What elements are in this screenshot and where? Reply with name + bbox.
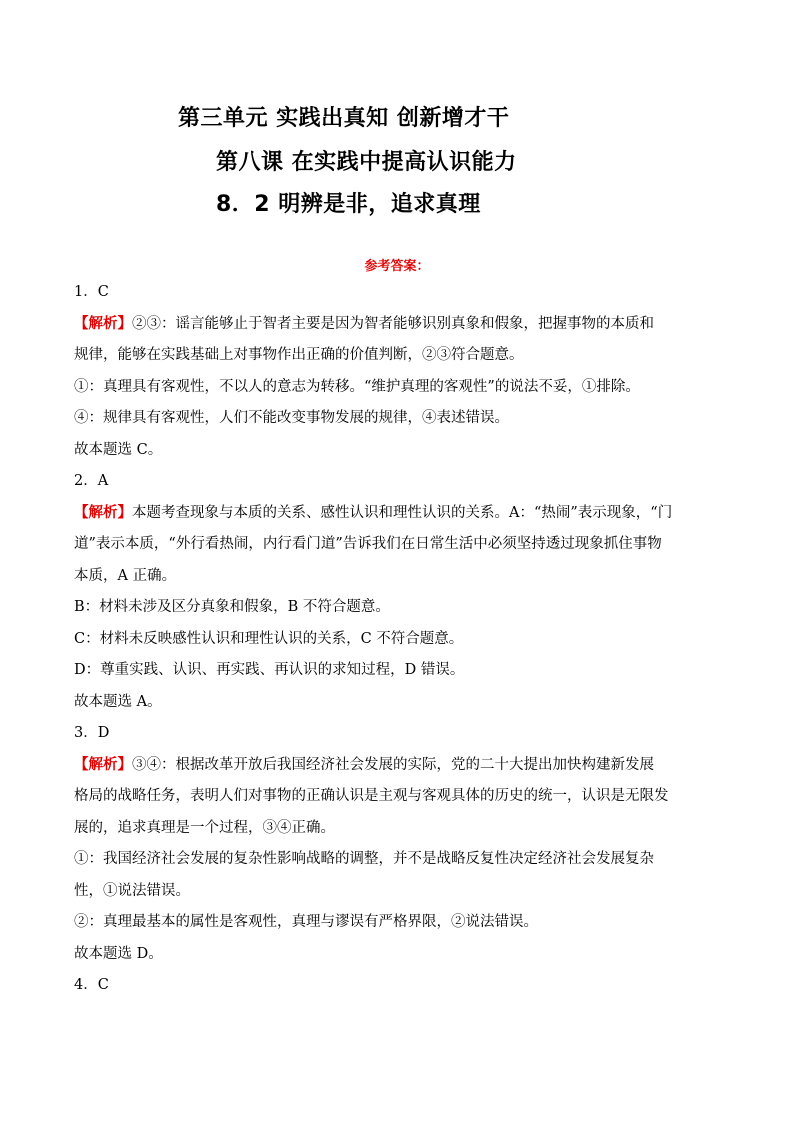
explanation-label: 【解析】 (74, 756, 132, 773)
explanation-text: 展的，追求真理是一个过程，③④正确。 (74, 819, 335, 836)
explanation-text: ①：真理具有客观性，不以人的意志为转移。“维护真理的客观性”的说法不妥，①排除。 (74, 378, 640, 395)
answer-number: 3．D (74, 725, 110, 741)
explanation-text: 本题考查现象与本质的关系、感性认识和理性认识的关系。A：“热闹”表示现象，“门 (132, 504, 673, 521)
explanation-text: B：材料未涉及区分真象和假象，B 不符合题意。 (74, 599, 390, 615)
explanation-line (74, 529, 724, 561)
answers-body (74, 277, 724, 1002)
explanation-text: ④：规律具有客观性，人们不能改变事物发展的规律，④表述错误。 (74, 410, 509, 426)
explanation-text: ②③：谣言能够止于智者主要是因为智者能够识别真象和假象，把握事物的本质和 (132, 315, 654, 332)
explanation-text: ③④：根据改革开放后我国经济社会发展的实际，党的二十大提出加快构建新发展 (132, 756, 654, 773)
lesson-title: 第八课 在实践中提高认识能力 (216, 150, 517, 175)
explanation-text: 规律，能够在实践基础上对事物作出正确的价值判断，②③符合题意。 (74, 347, 524, 363)
explanation-text: C：材料未反映感性认识和理性认识的关系，C 不符合题意。 (74, 630, 464, 647)
explanation-line (74, 435, 724, 467)
explanation-line (74, 907, 724, 939)
explanation-line (74, 781, 724, 813)
explanation-text: 本质，A 正确。 (74, 567, 177, 584)
explanation-text: 故本题选 D。 (74, 945, 163, 962)
explanation-line (74, 750, 724, 782)
explanation-line (74, 813, 724, 845)
explanation-line (74, 687, 724, 719)
explanation-text: ①：我国经济社会发展的复杂性影响战略的调整，并不是战略反复性决定经济社会发展复杂 (74, 851, 654, 867)
answer-number: 1．C (74, 284, 109, 300)
explanation-label: 【解析】 (74, 504, 132, 521)
explanation-text: D：尊重实践、认识、再实践、再认识的求知过程，D 错误。 (74, 662, 465, 678)
explanation-text: 格局的战略任务，表明人们对事物的正确认识是主观与客观具体的历史的统一，认识是无限发 (74, 788, 669, 804)
explanation-text: 故本题选 C。 (74, 441, 163, 458)
explanation-line (74, 340, 724, 372)
unit-title: 第三单元 实践出真知 创新增才干 (178, 106, 510, 131)
explanation-line (74, 876, 724, 908)
explanation-line (74, 592, 724, 624)
explanation-line (74, 624, 724, 656)
explanation-line (74, 939, 724, 971)
explanation-line (74, 309, 724, 341)
answer-number: 4．C (74, 977, 109, 993)
answer-number: 2．A (74, 473, 109, 489)
explanation-text: 故本题选 A。 (74, 693, 162, 710)
explanation-line (74, 844, 724, 876)
explanation-line (74, 561, 724, 593)
section-title: 8．2 明辨是非，追求真理 (216, 192, 481, 217)
explanation-text: 性，①说法错误。 (74, 882, 190, 899)
explanation-text: ②：真理最基本的属性是客观性，真理与谬误有严格界限，②说法错误。 (74, 914, 538, 930)
explanation-line (74, 403, 724, 435)
explanation-line (74, 372, 724, 404)
answers-heading: 参考答案： (364, 259, 430, 274)
explanation-line (74, 498, 724, 530)
explanation-line (74, 655, 724, 687)
explanation-label: 【解析】 (74, 315, 132, 332)
explanation-text: 道”表示本质，“外行看热闹，内行看门道”告诉我们在日常生活中必须坚持透过现象抓住事物 (74, 536, 662, 552)
